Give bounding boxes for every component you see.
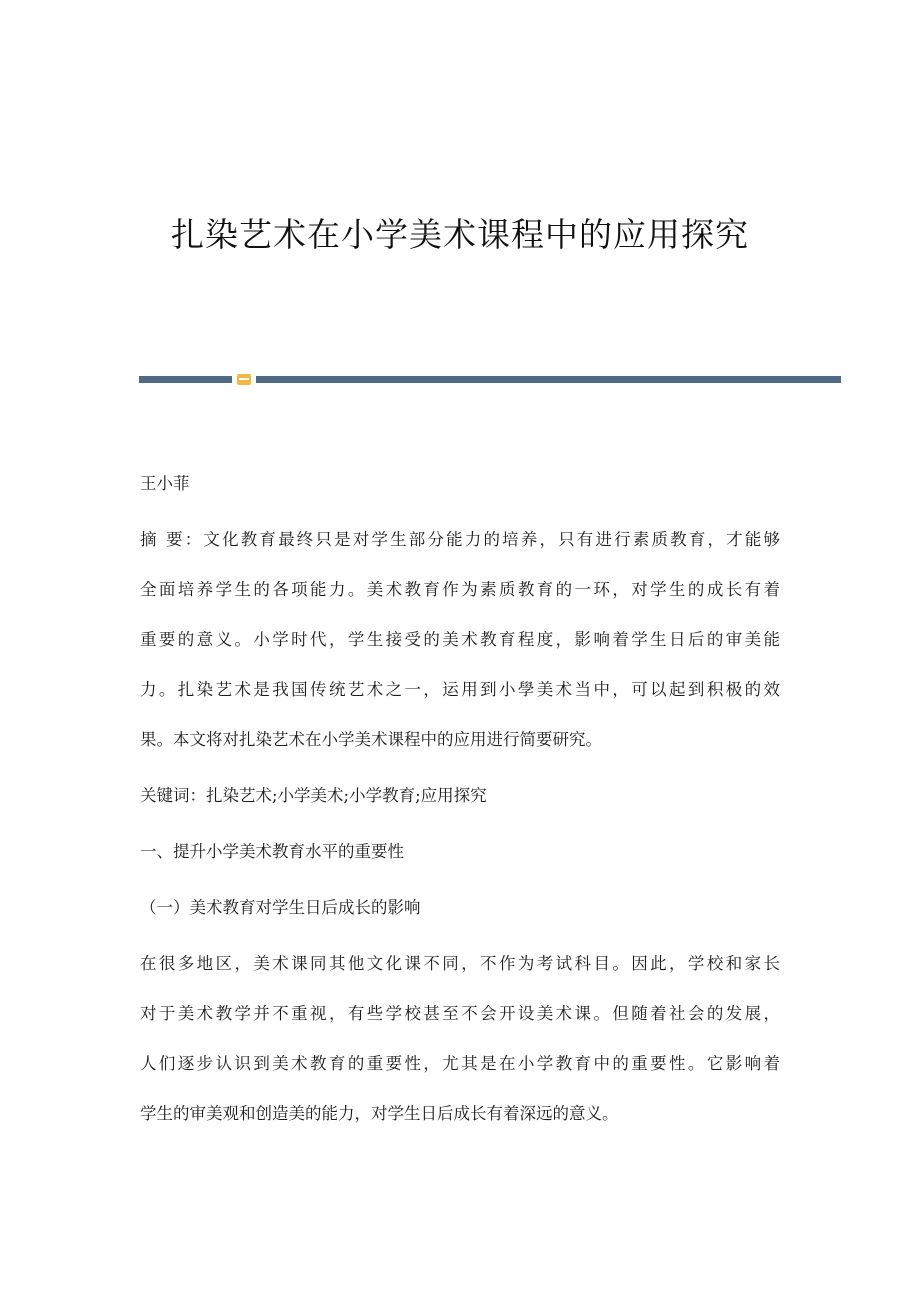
body-row: 学生的审美观和创造美的能力，对学生日后成长有着深远的意义。: [140, 1104, 619, 1123]
abstract-row: 重要的意义。小学时代，学生接受的美术教育程度，影响着学生日后的审美能: [140, 630, 780, 649]
body-row: 在很多地区，美术课同其他文化课不同，不作为考试科目。因此，学校和家长: [140, 954, 780, 973]
abstract-row: 全面培养学生的各项能力。美术教育作为素质教育的一环，对学生的成长有着: [140, 580, 780, 599]
document-title: 扎染艺术在小学美术课程中的应用探究: [171, 215, 749, 254]
document-body: [140, 470, 780, 1150]
divider-right-bar: [256, 376, 841, 383]
keywords-line: 关键词：扎染艺术;小学美术;小学教育;应用探究: [140, 786, 487, 805]
title-divider: [139, 374, 841, 386]
subsection-heading: （一）美术教育对学生日后成长的影响: [140, 898, 421, 917]
section-heading: 一、提升小学美术教育水平的重要性: [140, 842, 404, 861]
body-row: 对于美术教学并不重视，有些学校甚至不会开设美术课。但随着社会的发展，: [140, 1004, 780, 1023]
divider-left-bar: [139, 376, 232, 383]
abstract-row: 果。本文将对扎染艺术在小学美术课程中的应用进行简要研究。: [140, 730, 602, 749]
body-paragraph: [140, 950, 780, 1150]
body-row: 人们逐步认识到美术教育的重要性，尤其是在小学教育中的重要性。它影响着: [140, 1054, 780, 1073]
abstract-row: 摘 要：文化教育最终只是对学生部分能力的培养，只有进行素质教育，才能够: [140, 530, 780, 549]
abstract-paragraph: [140, 526, 780, 776]
author-name: 王小菲: [140, 474, 190, 493]
abstract-row: 力。扎染艺术是我国传统艺术之一，运用到小學美术当中，可以起到积极的效: [140, 680, 780, 699]
divider-ornament-icon: [237, 374, 251, 385]
